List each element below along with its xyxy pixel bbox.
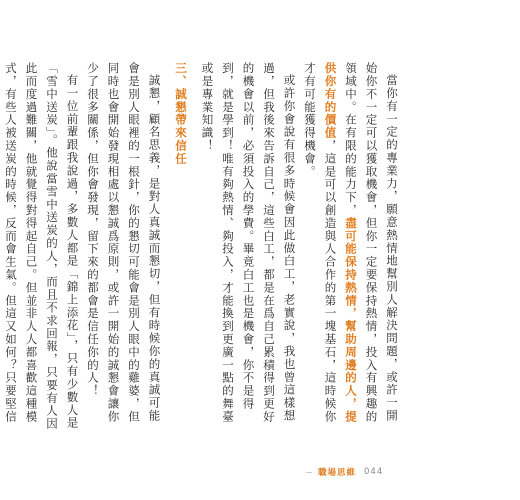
footer-book-title: 職場思維 [318,468,357,478]
footer-divider [306,472,312,473]
body-text [2,62,402,432]
section-heading [171,62,192,432]
page-number: 044 [364,467,384,477]
text-segment: 當你有一定的專業力，願意熱情地幫別人解決問題，或許一開始你不一定可以獲取機會，但你一定要保持熱情，投入有興趣的領域中。在有限的能力下， [344,62,399,424]
paragraph-3 [83,62,165,432]
text-segment: 或許你會說有很多時候會因此做白工，老實說，我也曾這樣想過，但我後來告訴自己，這些白工，都是在爲自己累積得到更好的機會以前，必須投入的學費。畢竟白工也是機會，你不是得到，就是學到！唯有夠熱情、夠投入，才能換到更廣一點的舞臺或是專業知識！ [200,62,297,424]
text-segment: 有一位前輩跟我說過，多數人都是「錦上添花」，只有少數人是「雪中送炭」。他說當雪中送炭的人，而且不求回報，只要有人因此而度過難關，他就覺得對得起自己。但並非人人都喜歡這種模式，有些人被送炭的時候，反而會生氣。但這又如何？只要堅信 [4,62,80,431]
paragraph-4 [2,62,83,432]
paragraph-2 [197,62,300,432]
text-segment: 誠懇，顧名思義，是對人真誠而懇切，但有時候你的真誠可能會是別人眼裡的一根針，你的懇切可能會是別人眼中的雞婆，但同時也會開始發現相處以懇誠爲原則，或許一開始的誠懇會讓你少了很多關係，但你會發現，留下來的都會是信任你的人！ [86,62,162,424]
text-segment: ，這是可以創造與人合作的第一塊基石，這時候你才有可能獲得機會。 [303,62,338,424]
paragraph-1 [300,62,403,432]
page-footer [318,466,383,478]
heading-text: 三、誠懇帶來信任 [174,62,188,166]
highlight-segment: 盡可能保持熱情，幫助周邊的人，提供你有的價值 [323,62,358,424]
